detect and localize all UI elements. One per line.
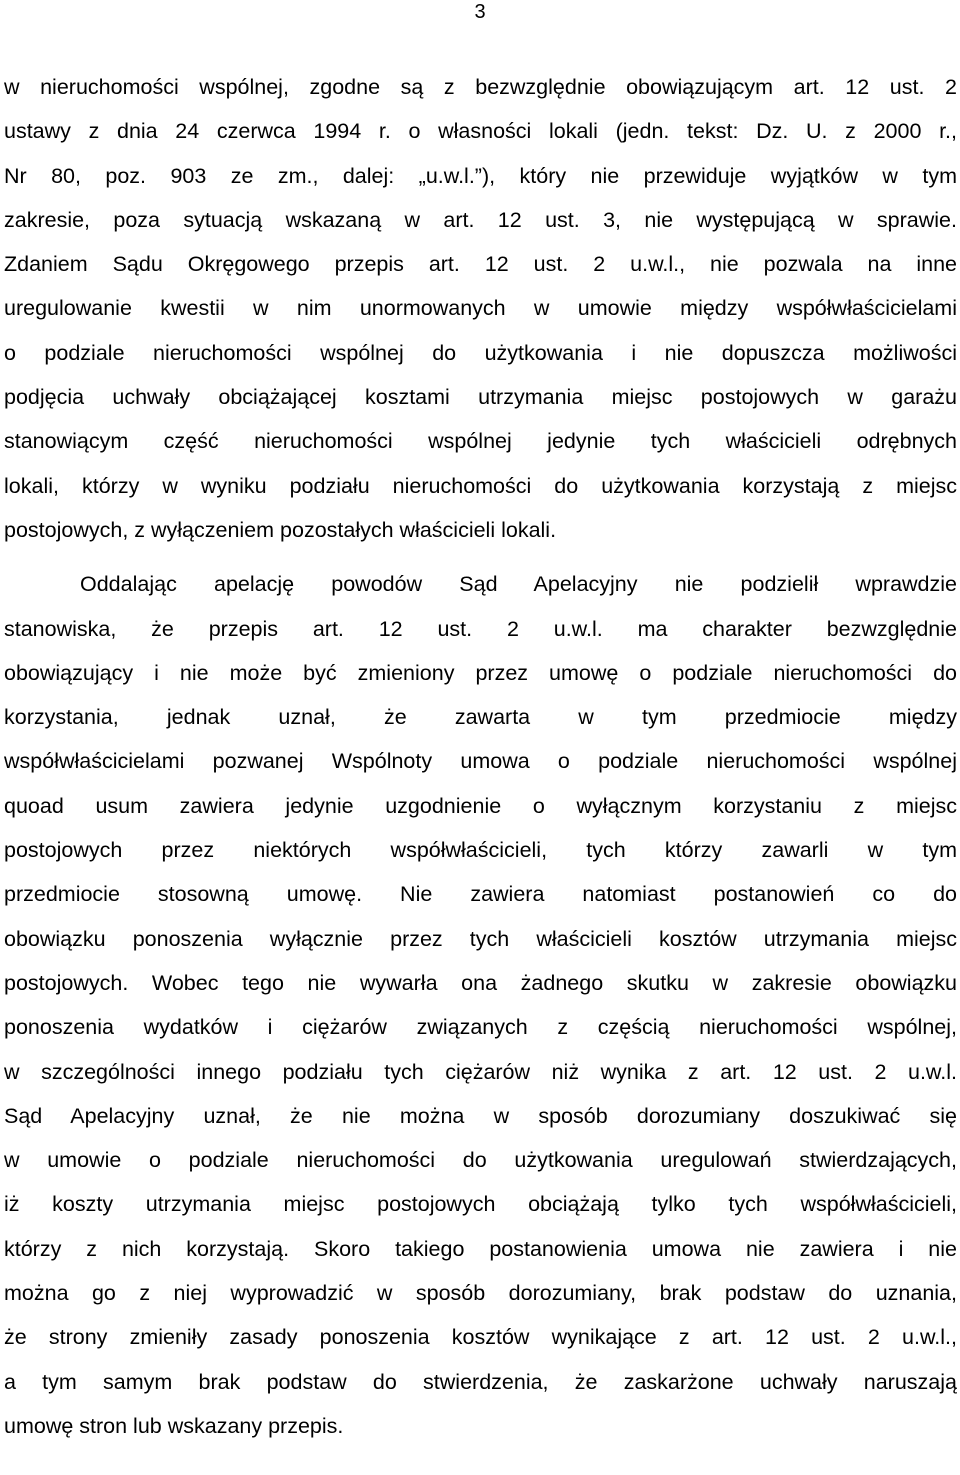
text-line: uregulowanie kwestii w nim unormowanych w umowie między współwłaścicielami [4, 296, 957, 321]
text-line: stanowiącym część nieruchomości wspólnej jedynie tych właścicieli odrębnych [4, 429, 957, 454]
text-line: postojowych, z wyłączeniem pozostałych właścicieli lokali. [4, 517, 557, 542]
text-line: Oddalając apelację powodów Sąd Apelacyjny nie podzielił wprawdzie [80, 572, 957, 597]
text-line: podjęcia uchwały obciążającej kosztami utrzymania miejsc postojowych w garażu [4, 385, 957, 410]
text-line: ponoszenia wydatków i ciężarów związanych z częścią nieruchomości wspólnej, [4, 1015, 957, 1040]
text-line: a tym samym brak podstaw do stwierdzenia, że zaskarżone uchwały naruszają [4, 1369, 957, 1394]
text-line: w umowie o podziale nieruchomości do użytkowania uregulowań stwierdzających, [4, 1148, 957, 1173]
text-line: postojowych przez niektórych współwłaścicieli, tych którzy zawarli w tym [4, 838, 957, 863]
page-number: 3 [474, 1, 486, 23]
paragraph-gap [4, 552, 957, 562]
text-line: współwłaścicielami pozwanej Wspólnoty umowa o podziale nieruchomości wspólnej [4, 749, 957, 774]
text-line: którzy z nich korzystają. Skoro takiego postanowienia umowa nie zawiera i nie [4, 1236, 957, 1261]
text-line: Zdaniem Sądu Okręgowego przepis art. 12 ust. 2 u.w.l., nie pozwala na inne [4, 252, 957, 277]
paragraph [4, 65, 957, 552]
text-line: zakresie, poza sytuacją wskazaną w art. 12 ust. 3, nie występującą w sprawie. [4, 207, 957, 232]
text-line: ustawy z dnia 24 czerwca 1994 r. o własności lokali (jedn. tekst: Dz. U. z 2000 r., [4, 119, 957, 144]
text-line: w szczególności innego podziału tych ciężarów niż wynika z art. 12 ust. 2 u.w.l. [4, 1059, 957, 1084]
text-line: Nr 80, poz. 903 ze zm., dalej: „u.w.l.”), który nie przewiduje wyjątków w tym [4, 163, 957, 188]
text-line: obowiązku ponoszenia wyłącznie przez tych właścicieli kosztów utrzymania miejsc [4, 926, 957, 951]
text-line: lokali, którzy w wyniku podziału nieruchomości do użytkowania korzystają z miejsc [4, 473, 957, 498]
text-line: o podziale nieruchomości wspólnej do użytkowania i nie dopuszcza możliwości [4, 340, 957, 365]
text-line: obowiązujący i nie może być zmieniony przez umowę o podziale nieruchomości do [4, 660, 957, 685]
text-line: stanowiska, że przepis art. 12 ust. 2 u.w.l. ma charakter bezwzględnie [4, 616, 957, 641]
text-line: przedmiocie stosowną umowę. Nie zawiera natomiast postanowień co do [4, 882, 957, 907]
document-body [4, 65, 957, 1448]
text-line: umowę stron lub wskazany przepis. [4, 1413, 344, 1438]
text-line: postojowych. Wobec tego nie wywarła ona żadnego skutku w zakresie obowiązku [4, 970, 957, 995]
text-line: quoad usum zawiera jedynie uzgodnienie o wyłącznym korzystaniu z miejsc [4, 793, 957, 818]
text-line: można go z niej wyprowadzić w sposób dorozumiany, brak podstaw do uznania, [4, 1281, 957, 1306]
paragraph [4, 562, 957, 1448]
text-line: że strony zmieniły zasady ponoszenia kosztów wynikające z art. 12 ust. 2 u.w.l., [4, 1325, 957, 1350]
text-line: w nieruchomości wspólnej, zgodne są z bezwzględnie obowiązującym art. 12 ust. 2 [4, 75, 957, 99]
text-line: Sąd Apelacyjny uznał, że nie można w sposób dorozumiany doszukiwać się [4, 1103, 957, 1128]
text-line: korzystania, jednak uznał, że zawarta w tym przedmiocie między [4, 705, 957, 730]
text-line: iż koszty utrzymania miejsc postojowych obciążają tylko tych współwłaścicieli, [4, 1192, 957, 1217]
